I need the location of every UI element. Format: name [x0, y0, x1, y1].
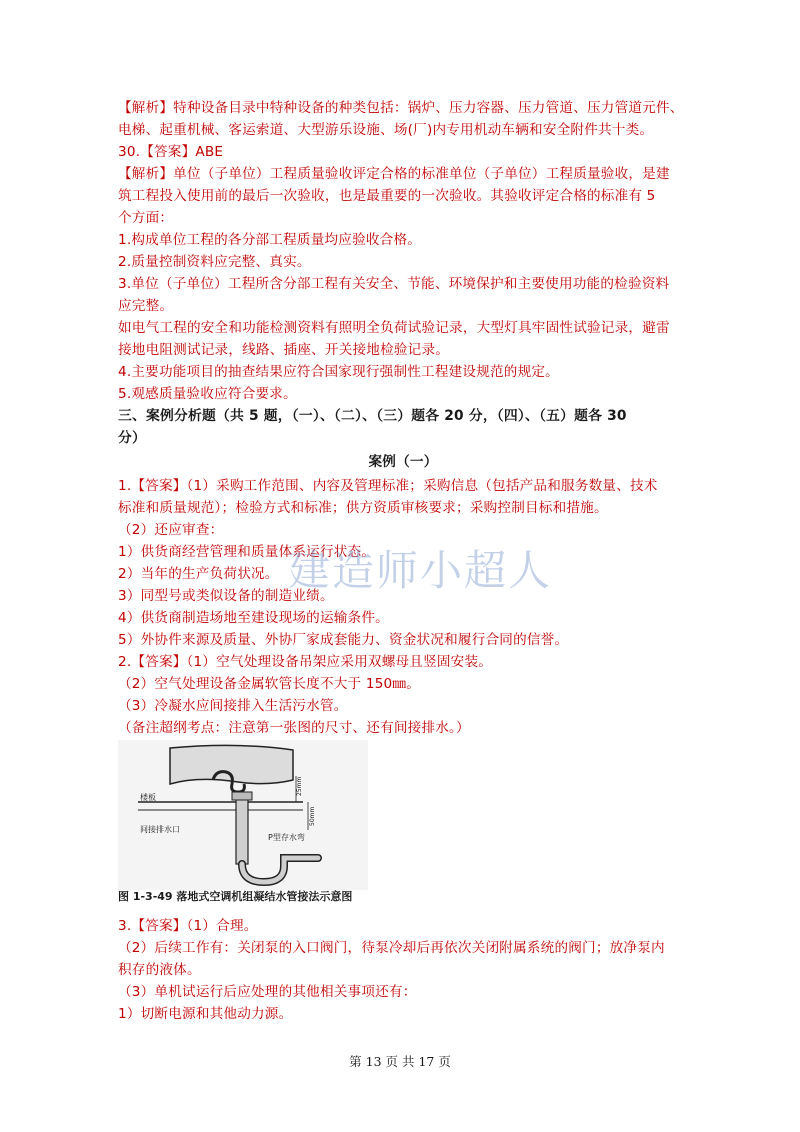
- text-line: （2）空气处理设备金属软管长度不大于 150㎜。: [118, 676, 420, 692]
- text-line: 5）外协件来源及质量、外协厂家成套能力、资金状况和履行合同的信誉。: [118, 632, 569, 648]
- text-line: 2.【答案】（1）空气处理设备吊架应采用双螺母且竖固安装。: [118, 654, 493, 670]
- label-dim-25: 25mm: [296, 776, 303, 796]
- text-line: 5.观感质量验收应符合要求。: [118, 386, 297, 402]
- watermark: 建造师小超人: [288, 546, 553, 595]
- text-line: （3）单机试运行后应处理的其他相关事项还有：: [118, 984, 417, 1000]
- text-line: 个方面：: [118, 210, 174, 226]
- text-line: 应完整。: [118, 298, 174, 314]
- text-line: 30.【答案】ABE: [118, 144, 224, 160]
- text-line: 筑工程投入使用前的最后一次验收，也是最重要的一次验收。其验收评定合格的标准有 5: [118, 188, 656, 204]
- label-floor: 楼板: [140, 793, 156, 802]
- text-line: 1.构成单位工程的各分部工程质量均应验收合格。: [118, 232, 422, 248]
- text-line: 标准和质量规范）；检验方式和标准；供方资质审核要求；采购控制目标和措施。: [118, 500, 608, 516]
- text-line: 3.【答案】（1）合理。: [118, 918, 258, 934]
- text-line: 3）同型号或类似设备的制造业绩。: [118, 588, 334, 604]
- text-line: 1）切断电源和其他动力源。: [118, 1006, 293, 1022]
- text-line: 3.单位（子单位）工程所含分部工程有关安全、节能、环境保护和主要使用功能的检验资料: [118, 276, 670, 292]
- label-dim-50: 50mm: [309, 806, 316, 826]
- text-line: 1）供货商经营管理和质量体系运行状态。: [118, 544, 376, 560]
- text-line: 1.【答案】（1）采购工作范围、内容及管理标准；采购信息（包括产品和服务数量、技术: [118, 478, 658, 494]
- text-line: （2）后续工作有：关闭泵的入口阀门，待泵冷却后再依次关闭附属系统的阀门；放净泵内: [118, 940, 665, 956]
- text-line: 接地电阻测试记录，线路、插座、开关接地检验记录。: [118, 342, 450, 358]
- label-outlet: 间接排水口: [140, 825, 180, 834]
- condensate-pipe-diagram: [118, 740, 368, 890]
- section-heading: 三、案例分析题（共 5 题，（一）、（二）、（三）题各 20 分，（四）、（五）题各 30: [118, 408, 627, 424]
- text-line: （3）冷凝水应间接排入生活污水管。: [118, 698, 348, 714]
- page-footer: 第 13 页 共 17 页: [349, 1054, 451, 1069]
- text-line: 4.主要功能项目的抽查结果应符合国家现行强制性工程建设规范的规定。: [118, 364, 559, 380]
- text-line: 4）供货商制造场地至建设现场的运输条件。: [118, 610, 389, 626]
- text-line: 【解析】单位（子单位）工程质量验收评定合格的标准单位（子单位）工程质量验收，是建: [118, 166, 670, 182]
- text-line: 如电气工程的安全和功能检测资料有照明全负荷试验记录，大型灯具牢固性试验记录，避雷: [118, 320, 670, 336]
- figure-caption: 图 1-3-49 落地式空调机组凝结水管接法示意图: [118, 890, 353, 903]
- text-line: 【解析】特种设备目录中特种设备的种类包括：锅炉、压力容器、压力管道、压力管道元件、: [118, 100, 684, 116]
- drain-pipe: [236, 794, 248, 864]
- section-heading-cont: 分）: [118, 430, 146, 446]
- indirect-outlet: [232, 792, 252, 800]
- text-line: 2）当年的生产负荷状况。: [118, 566, 279, 582]
- text-line: 积存的液体。: [118, 962, 201, 978]
- case-title: 案例（一）: [368, 454, 438, 470]
- label-p-trap: P型存水弯: [268, 833, 305, 842]
- text-line: （2）还应审查：: [118, 522, 224, 538]
- text-line: 2.质量控制资料应完整、真实。: [118, 254, 311, 270]
- text-line: （备注超纲考点：注意第一张图的尺寸、还有间接排水。）: [118, 720, 470, 736]
- text-line: 电梯、起重机械、客运索道、大型游乐设施、场(厂)内专用机动车辆和安全附件共十类。: [118, 122, 654, 138]
